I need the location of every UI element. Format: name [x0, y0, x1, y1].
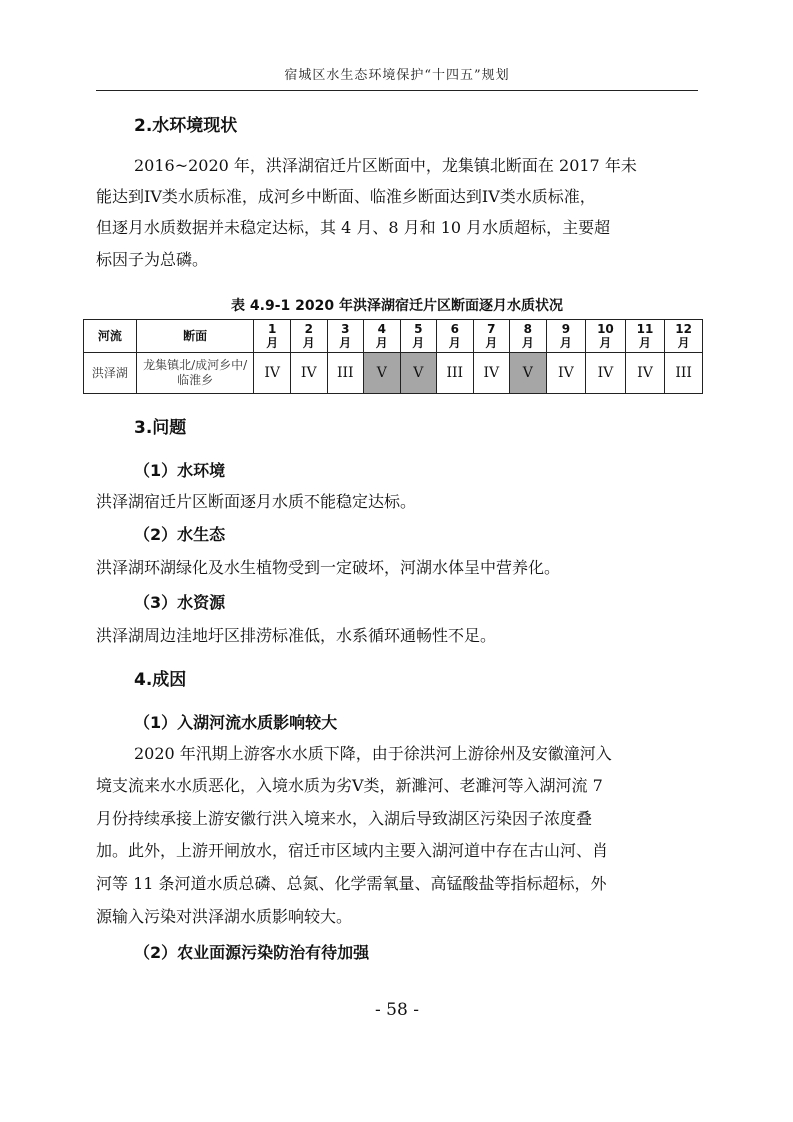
problem-1-text: 洪泽湖宿迁片区断面逐月水质不能稳定达标。 [96, 492, 417, 511]
problem-3-title: （3）水资源 [134, 593, 226, 612]
section3-title: 3.问题 [134, 418, 187, 438]
cause-1-title: （1）入湖河流水质影响较大 [134, 713, 338, 732]
month-header: 7 月 [473, 320, 510, 353]
water-quality-table [83, 319, 703, 394]
month-value-cell: IV [290, 353, 327, 394]
month-value-cell: IV [586, 353, 626, 394]
cause-line-5: 河等 11 条河道水质总磷、总氮、化学需氧量、高锰酸盐等指标超标，外 [96, 874, 607, 893]
section2-line-4: 标因子为总磷。 [96, 250, 209, 269]
month-header: 12 月 [665, 320, 703, 353]
section2-line-1: 2016~2020 年，洪泽湖宿迁片区断面中，龙集镇北断面在 2017 年未 [134, 156, 637, 175]
problem-1-title: （1）水环境 [134, 461, 226, 480]
month-header: 11 月 [625, 320, 665, 353]
cause-line-2: 境支流来水水质恶化，入境水质为劣V类，新濉河、老濉河等入湖河流 7 [96, 776, 603, 795]
table-header-row [84, 320, 703, 353]
cause-line-1: 2020 年汛期上游客水水质下降，由于徐洪河上游徐州及安徽潼河入 [134, 744, 612, 763]
month-value-cell: IV [625, 353, 665, 394]
header-cell: 河流 [84, 320, 137, 353]
problem-3-text: 洪泽湖周边洼地圩区排涝标准低，水系循环通畅性不足。 [96, 626, 497, 645]
problem-2-title: （2）水生态 [134, 525, 226, 544]
month-header: 9 月 [546, 320, 586, 353]
month-header: 8 月 [510, 320, 547, 353]
month-value-cell: V [400, 353, 437, 394]
header-cell: 断面 [136, 320, 254, 353]
header-rule [96, 90, 698, 91]
table-row [84, 353, 703, 394]
month-value-cell: V [364, 353, 401, 394]
cause-line-6: 源输入污染对洪泽湖水质影响较大。 [96, 907, 353, 926]
section2-line-3: 但逐月水质数据并未稳定达标，其 4 月、8 月和 10 月水质超标，主要超 [96, 218, 611, 237]
river-cell: 洪泽湖 [84, 353, 137, 394]
month-header: 6 月 [437, 320, 474, 353]
month-header: 2 月 [290, 320, 327, 353]
cause-2-title: （2）农业面源污染防治有待加强 [134, 943, 370, 962]
section2-line-2: 能达到IV类水质标准，成河乡中断面、临淮乡断面达到IV类水质标准， [96, 187, 596, 206]
header-title: 宿城区水生态环境保护“十四五”规划 [284, 68, 510, 83]
month-header: 4 月 [364, 320, 401, 353]
cause-line-3: 月份持续承接上游安徽行洪入境来水，入湖后导致湖区污染因子浓度叠 [96, 809, 593, 828]
cause-line-4: 加。此外，上游开闸放水，宿迁市区域内主要入湖河道中存在古山河、肖 [96, 841, 609, 860]
section-cell: 龙集镇北/成河乡中/临淮乡 [136, 353, 254, 394]
problem-2-text: 洪泽湖环湖绿化及水生植物受到一定破坏，河湖水体呈中营养化。 [96, 558, 561, 577]
month-header: 3 月 [327, 320, 364, 353]
month-value-cell: IV [473, 353, 510, 394]
table-caption: 表 4.9-1 2020 年洪泽湖宿迁片区断面逐月水质状况 [231, 298, 563, 314]
month-header: 1 月 [254, 320, 291, 353]
month-header: 10 月 [586, 320, 626, 353]
section2-title: 2.水环境现状 [134, 116, 238, 136]
page-number: - 58 - [375, 1000, 419, 1020]
month-value-cell: III [437, 353, 474, 394]
month-value-cell: IV [254, 353, 291, 394]
month-value-cell: IV [546, 353, 586, 394]
month-value-cell: III [327, 353, 364, 394]
month-value-cell: V [510, 353, 547, 394]
section4-title: 4.成因 [134, 670, 187, 690]
month-header: 5 月 [400, 320, 437, 353]
month-value-cell: III [665, 353, 703, 394]
